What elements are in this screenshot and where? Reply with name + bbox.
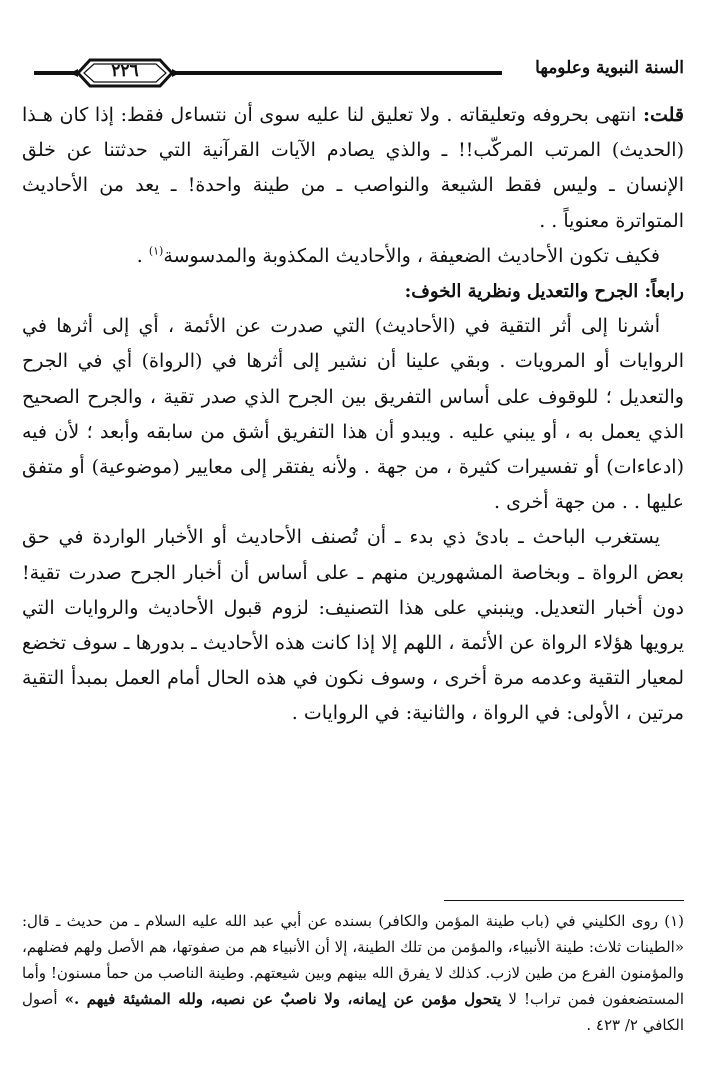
header-rule [172, 71, 502, 75]
running-title: السنة النبوية وعلومها [535, 58, 684, 78]
page-number-ornament [70, 56, 180, 90]
paragraph-lead: قلت: [642, 104, 684, 126]
section-paragraph-2: يستغرب الباحث ـ بادئ ذي بدء ـ أن تُصنف الأحاديث أو الأخبار الواردة في حق بعض الرواة ـ وبخاصة المشهورين منهم ـ على أساس أن أخبار الجرح صدرت تقية! دون أخبار التعديل. وينبني على هذا التصنيف: لزوم قبول الأحاديث والروايات التي يرويها هؤلاء الرواة عن الأئمة ، اللهم إلا إذا كانت هذه الأحاديث ـ بدورها ـ سوف تخضع لمعيار التقية وعدمه مرة أخرى ، وسوف نكون في هذه الحال أمام العمل بمبدأ التقية مرتين ، الأولى: في الرواة ، والثانية: في الروايات . [22, 526, 684, 725]
footnote-citation: أصول الكافي ٢/ ٤٢٣ . [22, 990, 684, 1034]
book-page [22, 0, 684, 1078]
paragraph-tail: . [136, 244, 149, 267]
paragraph-text: فكيف تكون الأحاديث الضعيفة ، والأحاديث المكذوبة والمدسوسة [163, 244, 660, 267]
main-text [22, 98, 684, 732]
section-heading: رابعاً: الجرح والتعديل ونظرية الخوف: [404, 281, 684, 303]
footnote-text: (١) روى الكليني في (باب طينة المؤمن والكافر) بسنده عن أبي عبد الله عليه السلام ـ من حديث ـ قال: «الطينات ثلاث: طينة الأنبياء، والمؤمن من تلك الطينة، إلا أن الأنبياء هم من صفوتها، هم الأصل ولهم فضلهم، والمؤمنون الفرع من طين لازب. كذلك لا يفرق الله بينهم وبين شيعتهم. وطينة الناصب من حمأ مسنون! وأما المستضعفون فمن تراب! لا [22, 912, 684, 1008]
paragraph-2 [22, 239, 684, 274]
footnote-reference[interactable]: (١) [148, 244, 164, 258]
footnote-separator [444, 900, 684, 901]
paragraph-text: انتهى بحروفه وتعليقاته . ولا تعليق لنا عليه سوى أن نتساءل فقط: إذا كان هـذا (الحديث) المرتب المركّب!! ـ والذي يصادم الآيات القرآنية التي حدثتنا عن خلق الإنسان ـ وليس فقط الشيعة والنواصب ـ من طينة واحدة! ـ يعد من الأحاديث المتواترة معنوياً . . [22, 104, 684, 232]
footnote-1 [22, 908, 684, 1038]
footnotes [22, 908, 684, 1038]
page-number: ٢٢٦ [111, 61, 139, 81]
footnote-bold-text: يتحول مؤمن عن إيمانه، ولا ناصبٌ عن نصبه، ولله المشيئة فيهم .» [64, 990, 502, 1008]
paragraph-1 [22, 98, 684, 239]
page-header [22, 52, 684, 92]
section-paragraph-1: أشرنا إلى أثر التقية في (الأحاديث) التي صدرت عن الأئمة ، أي إلى أثرها في الروايات أو المرويات . وبقي علينا أن نشير إلى أثرها في (الرواة) أي في الجرح والتعديل ؛ للوقوف على أساس التفريق بين الجرح الذي صدر تقية ، والجرح الصحيح الذي يعمل به ، أو يبني عليه . ويبدو أن هذا التفريق أشق من سابقه وأبعد ؛ لأن فيه (ادعاءات) أو تفسيرات كثيرة ، من جهة . ولأنه يفتقر إلى معايير (موضوعية) أو متفق عليها . . من جهة أخرى . [22, 315, 684, 514]
